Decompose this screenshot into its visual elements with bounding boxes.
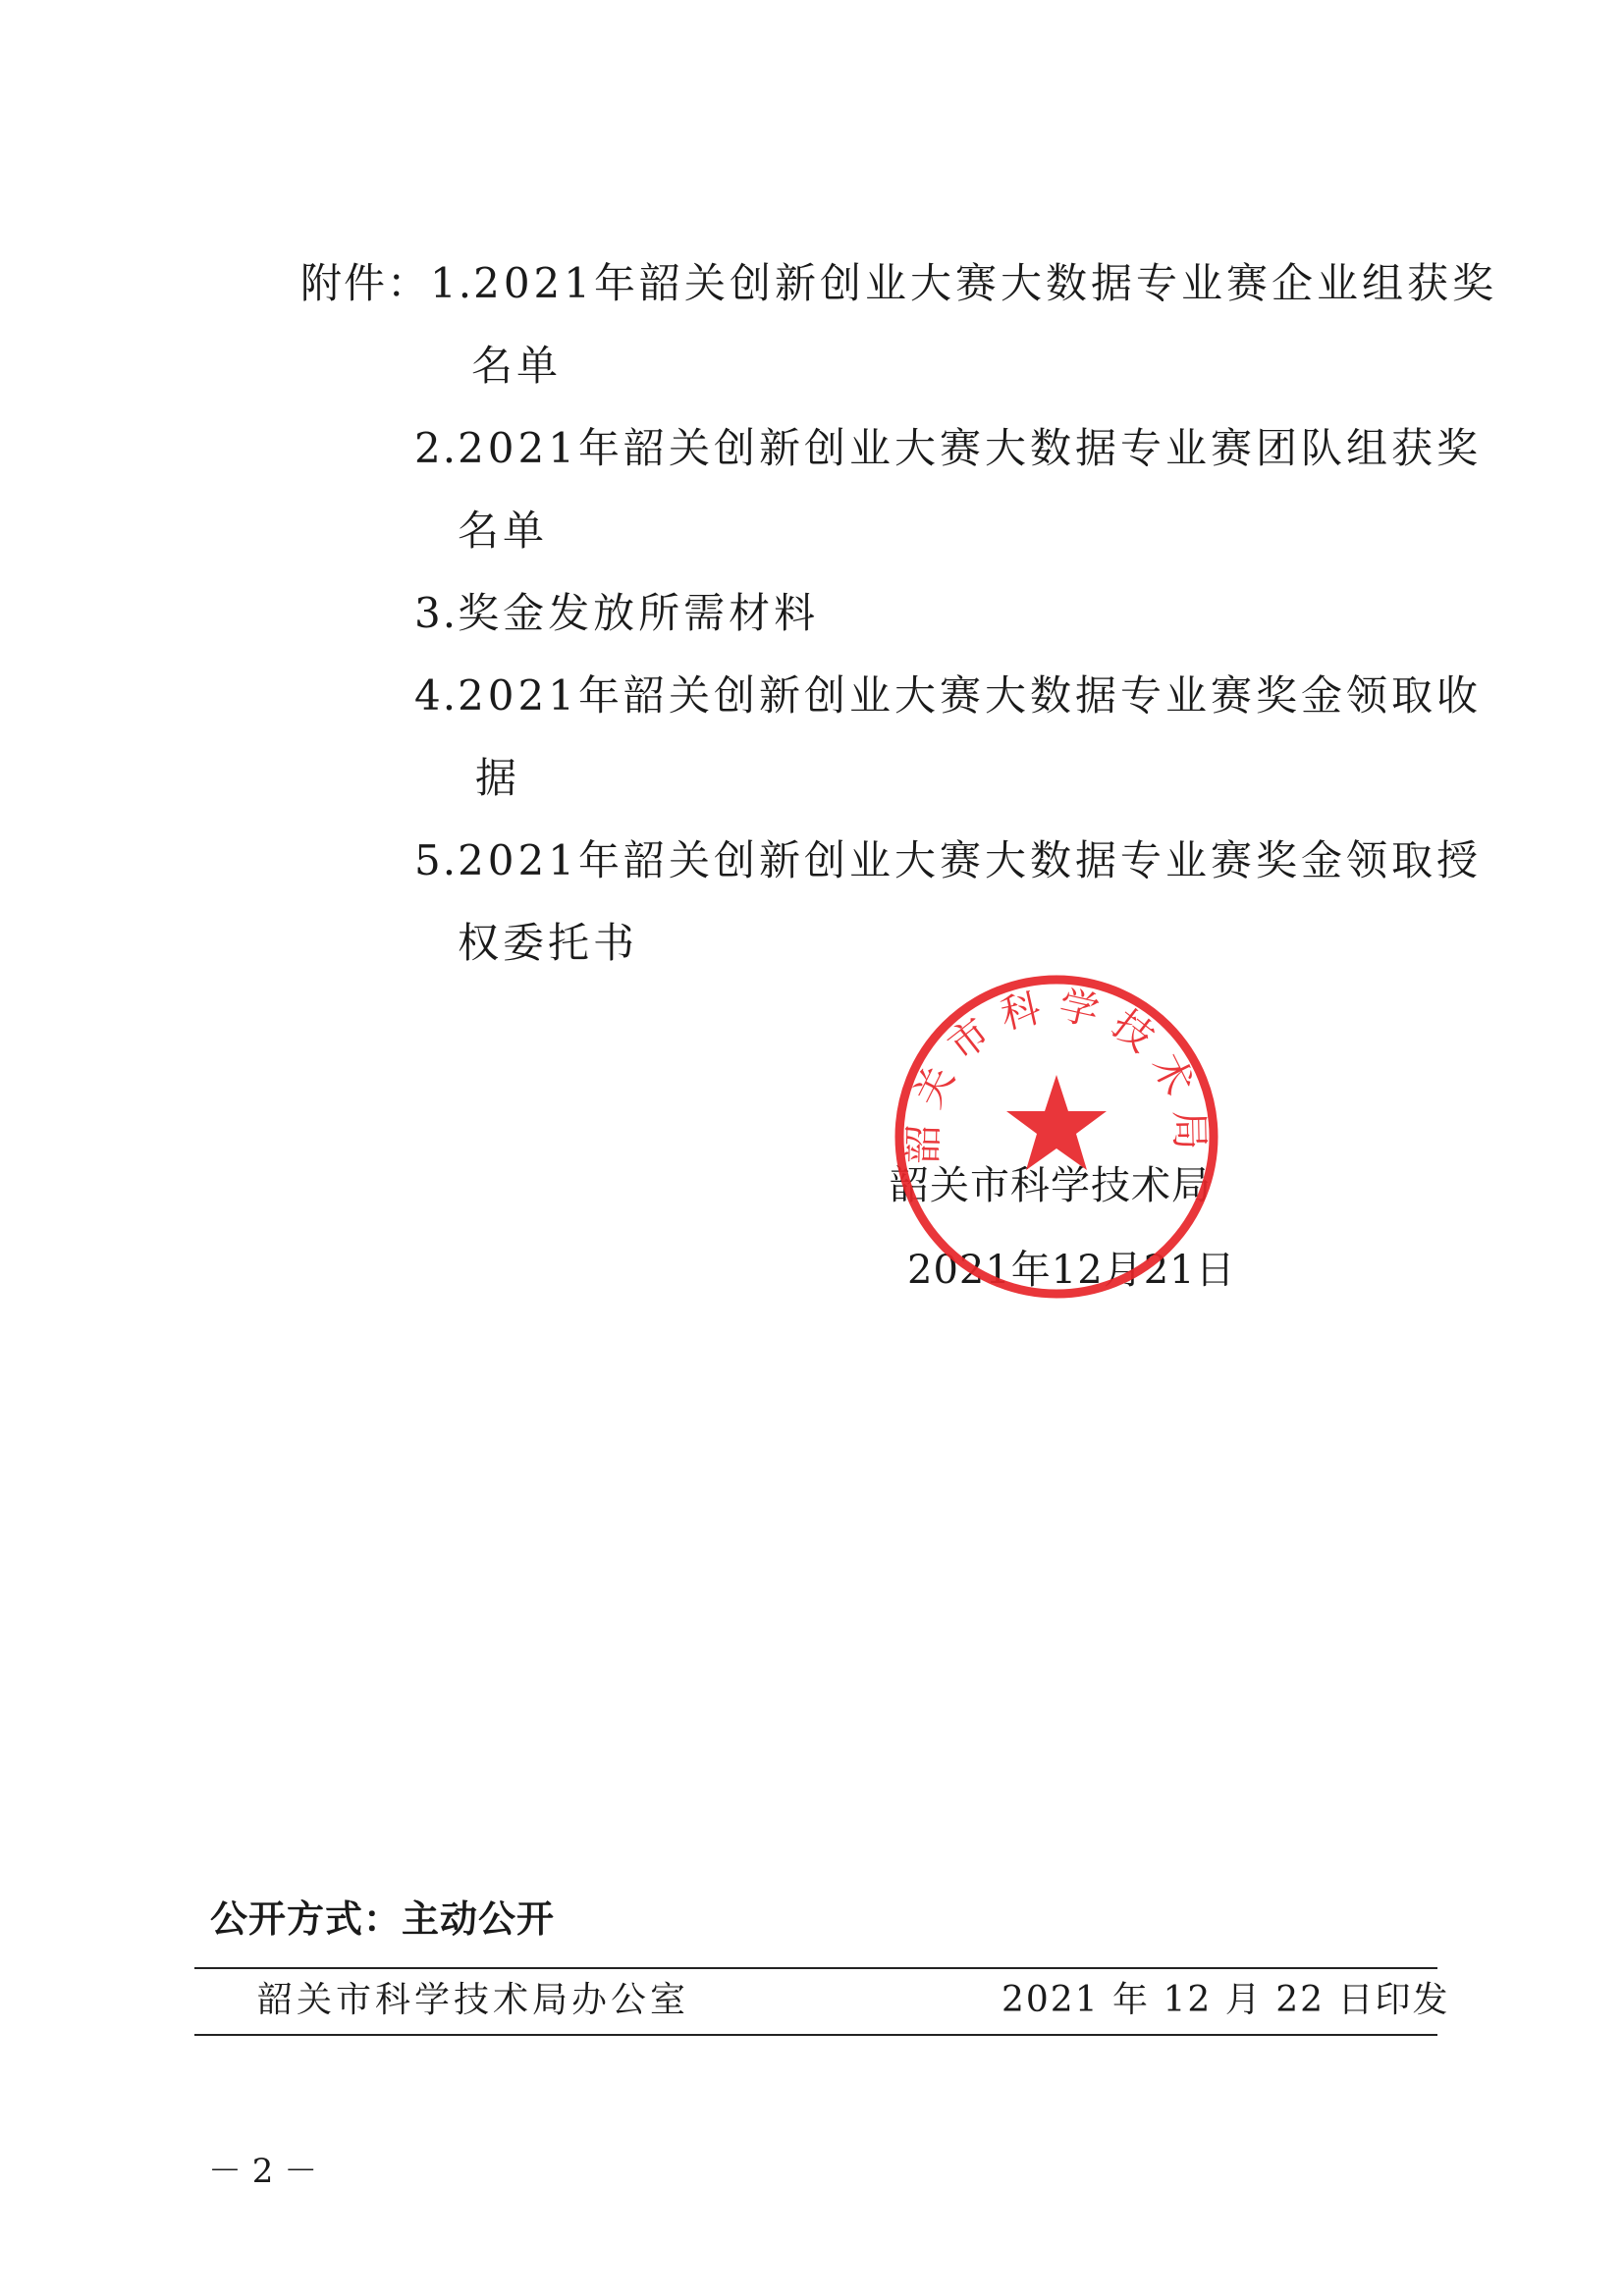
- attachment-label: 附件：: [300, 259, 431, 307]
- attachment-text: 名单: [458, 507, 549, 555]
- attachment-text: 2021年韶关创新创业大赛大数据专业赛团队组获奖: [458, 424, 1482, 472]
- attachment-item-4-continuation: [475, 754, 520, 803]
- attachment-item-5: [414, 836, 1482, 885]
- attachment-text: 据: [475, 754, 521, 802]
- attachment-item-3: [414, 589, 819, 638]
- signature-date: 2021年12月21日: [907, 1248, 1236, 1293]
- attachment-item-1: [300, 259, 1497, 308]
- page-number: － 2 －: [208, 2152, 318, 2191]
- print-date: 2021 年 12 月 22 日印发: [1001, 1980, 1450, 2020]
- attachment-text: 2021年韶关创新创业大赛大数据专业赛奖金领取授: [458, 836, 1482, 884]
- official-seal-stamp: [892, 972, 1221, 1302]
- attachment-text: 2021年韶关创新创业大赛大数据专业赛企业组获奖: [473, 259, 1497, 307]
- attachment-item-2: [414, 424, 1482, 473]
- disclosure-method: 公开方式：主动公开: [210, 1897, 556, 1941]
- footer-bottom-rule: [194, 2034, 1437, 2036]
- attachment-number: 2.: [414, 424, 459, 472]
- attachment-number: 5.: [414, 836, 459, 884]
- attachment-text: 奖金发放所需材料: [458, 589, 820, 637]
- attachment-item-5-continuation: [458, 919, 638, 968]
- attachment-number: 3.: [414, 589, 459, 637]
- attachment-item-4: [414, 671, 1482, 721]
- seal-arc-text: 韶关市科学技术局: [900, 983, 1213, 1164]
- seal-star-icon: [1006, 1075, 1107, 1170]
- attachment-text: 名单: [471, 342, 563, 390]
- attachment-number: 4.: [414, 671, 459, 720]
- attachment-item-2-continuation: [458, 507, 548, 556]
- attachment-number: 1.: [430, 259, 474, 307]
- signature-organization: 韶关市科学技术局: [890, 1163, 1212, 1208]
- attachment-item-1-continuation: [471, 342, 562, 391]
- footer-top-rule: [194, 1967, 1437, 1969]
- attachment-text: 2021年韶关创新创业大赛大数据专业赛奖金领取收: [458, 671, 1482, 720]
- issuing-office: 韶关市科学技术局办公室: [257, 1980, 690, 2020]
- attachment-text: 权委托书: [458, 919, 639, 967]
